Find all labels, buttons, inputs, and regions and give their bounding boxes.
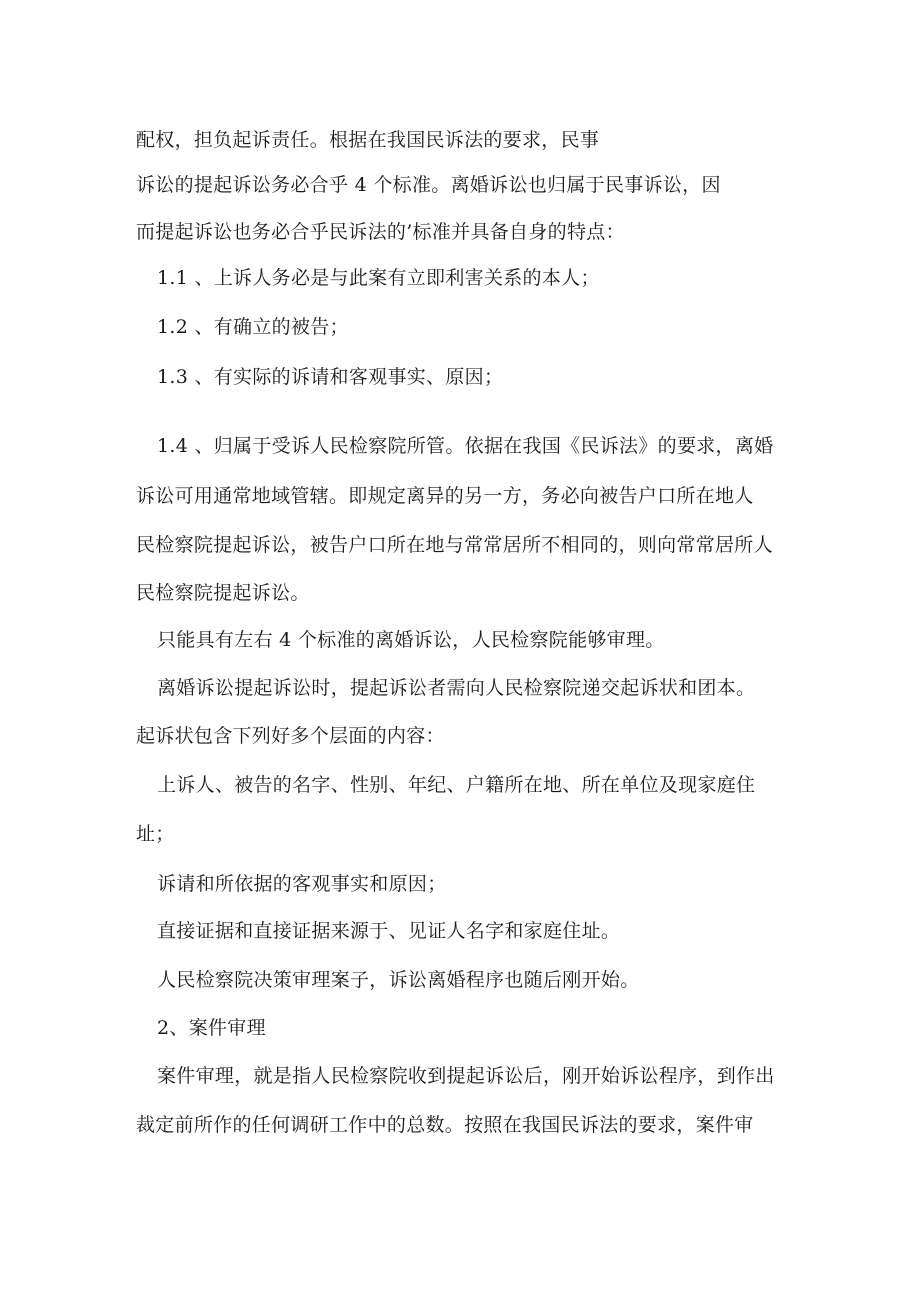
text-line-10: 民检察院提起诉讼。 xyxy=(136,582,310,604)
section-heading-2: 2、案件审理 xyxy=(157,1017,266,1039)
list-item-1-3: 1.3 、有实际的诉请和客观事实、原因； xyxy=(157,366,504,388)
text-line-16: 诉请和所依据的客观事实和原因； xyxy=(157,873,447,895)
text-line-15: 址； xyxy=(136,823,175,845)
text-line-13: 起诉状包含下列好多个层面的内容： xyxy=(136,725,445,747)
text-line-11: 只能具有左右 4 个标准的离婚诉讼，人民检察院能够审理。 xyxy=(157,629,665,651)
text-line-9: 民检察院提起诉讼，被告户口所在地与常常居所不相同的，则向常常居所人 xyxy=(136,534,773,556)
list-item-1-2: 1.2 、有确立的被告； xyxy=(157,316,349,338)
text-line-17: 直接证据和直接证据来源于、见证人名字和家庭住址。 xyxy=(157,920,621,942)
list-item-1-4: 1.4 、归属于受诉人民检察院所管。依据在我国《民诉法》的要求，离婚 xyxy=(157,435,774,457)
list-item-1-1: 1.1 、上诉人务必是与此案有立即利害关系的本人； xyxy=(157,267,600,289)
text-line-18: 人民检察院决策审理案子，诉讼离婚程序也随后刚开始。 xyxy=(157,969,640,991)
text-line-14: 上诉人、被告的名字、性别、年纪、户籍所在地、所在单位及现家庭住 xyxy=(157,774,756,796)
text-line-3: 而提起诉讼也务必合乎民诉法的’标准并具备自身的特点： xyxy=(136,221,625,243)
text-line-12: 离婚诉讼提起诉讼时，提起诉讼者需向人民检察院递交起诉状和团本。 xyxy=(157,677,756,699)
text-line-1: 配权，担负起诉责任。根据在我国民诉法的要求，民事 xyxy=(136,129,600,151)
text-line-8: 诉讼可用通常地域管辖。即规定离异的另一方，务必向被告户口所在地人 xyxy=(136,485,754,507)
text-line-20: 案件审理，就是指人民检察院收到提起诉讼后，刚开始诉讼程序，到作出 xyxy=(157,1065,775,1087)
text-line-2: 诉讼的提起诉讼务必合乎 4 个标准。离婚诉讼也归属于民事诉讼，因 xyxy=(136,174,721,196)
text-line-21: 裁定前所作的任何调研工作中的总数。按照在我国民诉法的要求，案件审 xyxy=(136,1114,754,1136)
